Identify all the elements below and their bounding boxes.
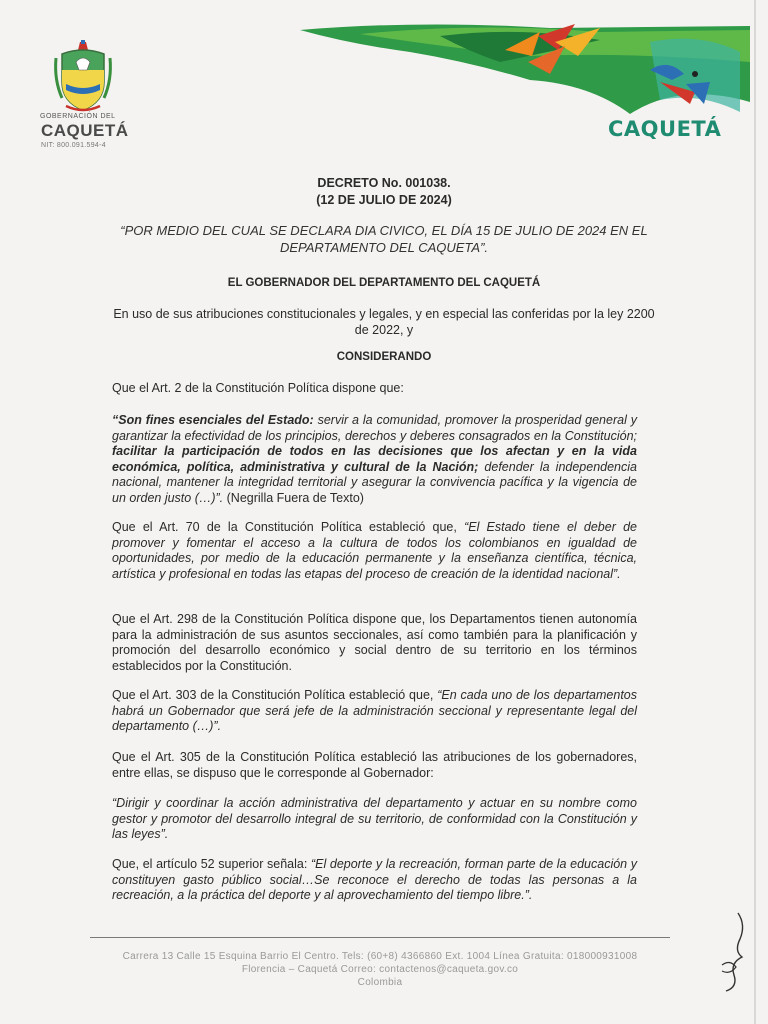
footer-contact: Florencia – Caquetá Correo: contactenos@caqueta.gov.co	[241, 964, 519, 975]
coat-of-arms-logo	[52, 40, 114, 112]
nit-number: NIT: 800.091.594-4	[41, 142, 106, 149]
paragraph-art-2-quote: “Son fines esenciales del Estado: servir a la comunidad, promover la prosperidad general y garantizar la efectividad de los principios, derechos y deberes consagrados en la Constitución; facilitar la participación de todos en las decisiones que los afectan y en la vida económica, política, administrativa y cultural de la Nación; defender la independencia nacional, mantener la integridad territorial y asegurar la convivencia pacífica y la vigencia de un orden justo (…)”. (Negrilla Fuera de Texto)	[112, 413, 637, 505]
footer-address: Carrera 13 Calle 15 Esquina Barrio El Centro. Tels: (60+8) 4366860 Ext. 1004 Línea Gratuita: 018000931008	[122, 951, 638, 962]
brand-wordmark: CAQUETÁ	[608, 117, 722, 141]
paragraph-art-305-quote: “Dirigir y coordinar la acción administrativa del departamento y actuar en su nombre como gestor y promotor del desarrollo integral de su territorio, de conformidad con la Constitución y las leyes”.	[112, 796, 637, 842]
paragraph-art-303: Que el Art. 303 de la Constitución Política estableció que, “En cada uno de los departamentos habrá un Gobernador que será jefe de la administración seccional y representante legal del departamento (…)”.	[112, 688, 637, 734]
paragraph-art-52: Que, el artículo 52 superior señala: “El deporte y la recreación, forman parte de la educación y constituyen gasto público social…Se reconoce el derecho de todas las personas a la recreación, a la práctica del deporte y al aprovechamiento del tiempo libre.”.	[112, 857, 638, 903]
decree-date: (12 DE JULIO DE 2024)	[316, 193, 452, 207]
paragraph-art-298: Que el Art. 298 de la Constitución Política dispone que, los Departamentos tienen autonomía para la administración de sus asuntos seccionales, así como también para la planificación y promoción del desarrollo económico y social dentro de su territorio en los términos establecidos por la Constitución.	[112, 612, 637, 673]
preamble: En uso de sus atribuciones constitucionales y legales, y en especial las conferidas por la ley 2200 de 2022, y	[113, 307, 655, 337]
paragraph-art-305: Que el Art. 305 de la Constitución Política estableció las atribuciones de los gobernadores, entre ellas, se dispuso que le corresponde al Gobernador:	[112, 750, 637, 780]
decree-number: DECRETO No. 001038.	[317, 176, 451, 190]
scan-edge	[754, 0, 756, 1024]
considering-heading: CONSIDERANDO	[336, 351, 432, 363]
paragraph-art-70: Que el Art. 70 de la Constitución Política estableció que, “El Estado tiene el deber de promover y fomentar el acceso a la cultura de todos los colombianos en igualdad de oportunidades, por medio de la educación permanente y la enseñanza científica, técnica, artística y profesional en todas las etapas del proceso de creación de la identidad nacional”.	[112, 520, 637, 581]
government-small-label: GOBERNACIÓN DEL	[40, 113, 116, 120]
footer-country: Colombia	[357, 977, 403, 988]
decree-subject: “POR MEDIO DEL CUAL SE DECLARA DIA CIVICO, EL DÍA 15 DE JULIO DE 2024 EN EL DEPARTAMENTO DEL CAQUETA”.	[120, 223, 648, 255]
paragraph-art-2-intro: Que el Art. 2 de la Constitución Política dispone que:	[112, 381, 404, 395]
issuing-authority: EL GOBERNADOR DEL DEPARTAMENTO DEL CAQUETÁ	[227, 277, 541, 289]
footer-divider	[90, 937, 670, 938]
handwritten-initials-signature	[712, 905, 752, 995]
government-name: CAQUETÁ	[41, 121, 129, 140]
